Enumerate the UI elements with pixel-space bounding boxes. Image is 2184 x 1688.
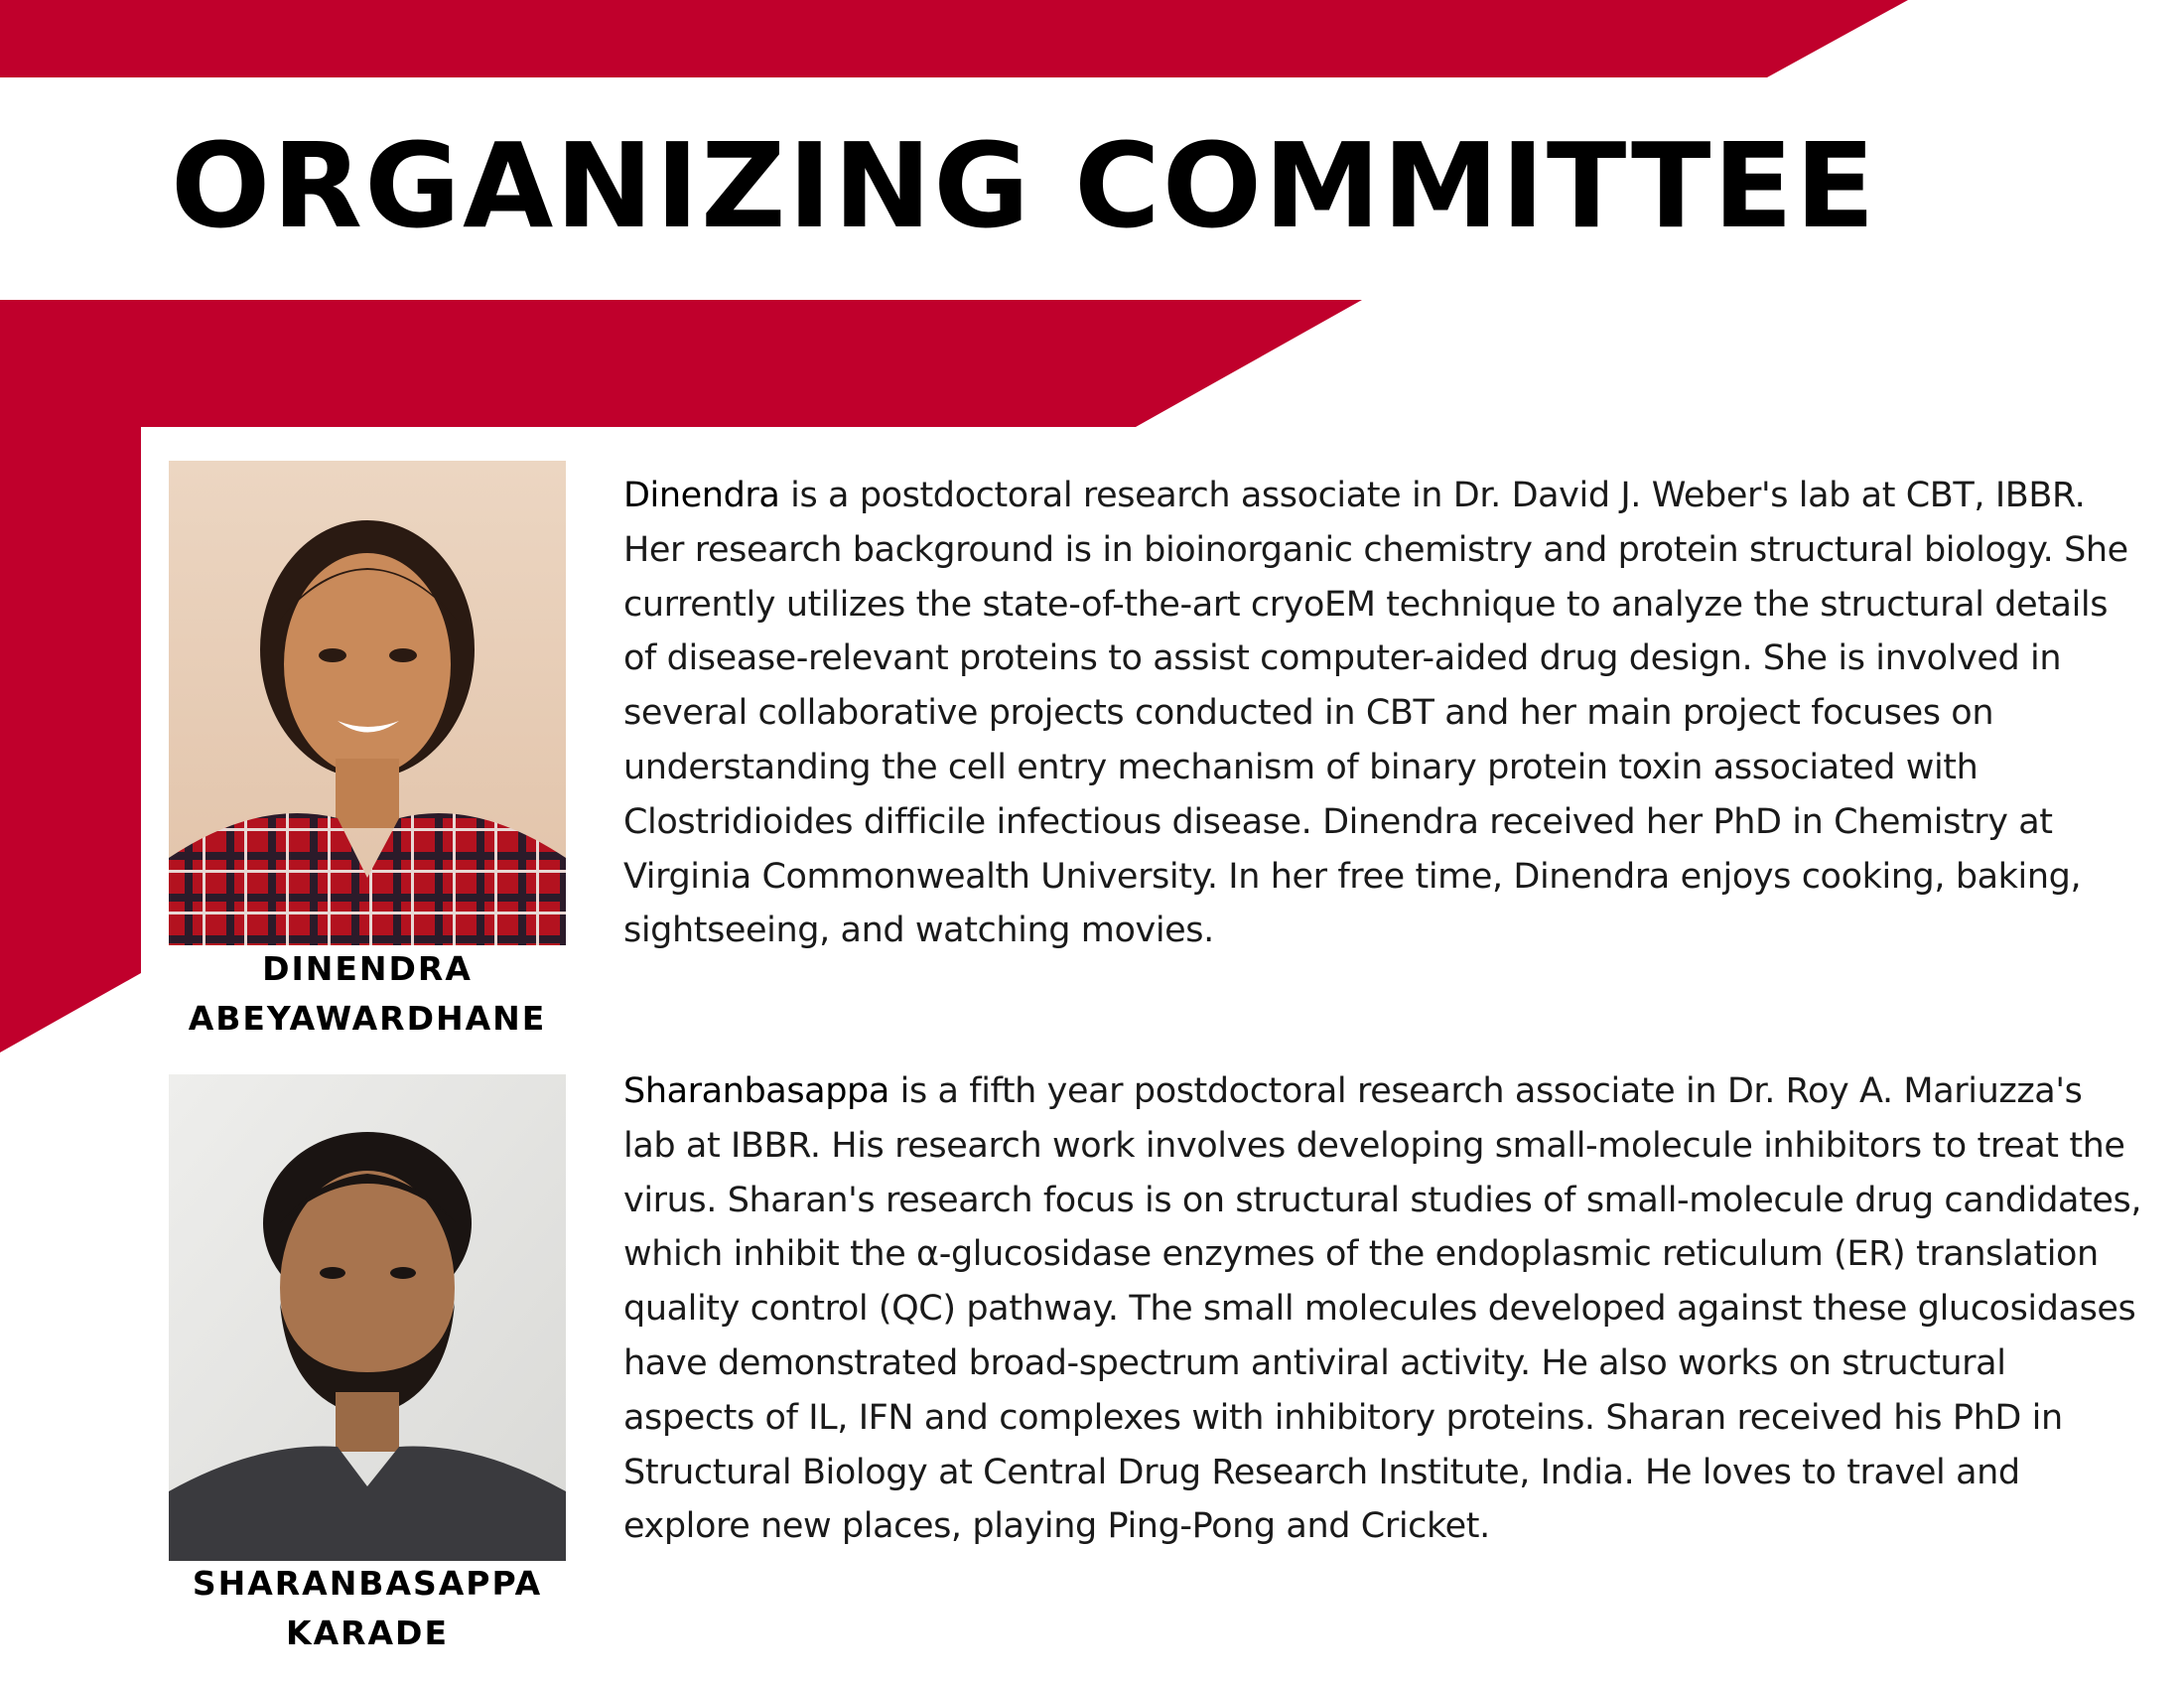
bio-text: is a postdoctoral research associate in Dr. David J. Weber's lab at CBT, IBBR. Her research background is in bioinorganic chemistry and protein structural biology. She currently utilizes the state-of-the-art cryoEM technique to analyze the structural details of disease-relevant proteins to assist computer-aided drug design. She is involved in several collaborative projects conducted in CBT and her main project focuses on understanding the cell entry mechanism of binary protein toxin associated with Clostridioides difficile infectious disease. Dinendra received her PhD in Chemistry at Virginia Commonwealth University. In her free time, Dinendra enjoys cooking, baking, sightseeing, and watching movies. xyxy=(623,476,2128,951)
member-name-sharanbasappa xyxy=(159,1559,576,1658)
member-name-line2: KARADE xyxy=(286,1614,449,1652)
member-name-line2: ABEYAWARDHANE xyxy=(188,999,547,1038)
member-bio-dinendra xyxy=(623,469,2142,958)
portrait-photo-man xyxy=(169,1074,566,1561)
member-name-line1: DINENDRA xyxy=(262,949,473,988)
bio-lead-name: Dinendra xyxy=(623,476,780,515)
member-photo-dinendra xyxy=(169,461,566,945)
member-name-dinendra xyxy=(159,944,576,1044)
bio-lead-name: Sharanbasappa xyxy=(623,1071,889,1111)
member-photo-sharanbasappa xyxy=(169,1074,566,1561)
top-red-stripe xyxy=(0,0,1908,77)
portrait-photo-woman xyxy=(169,461,566,945)
page-title: ORGANIZING COMMITTEE xyxy=(171,117,1877,254)
member-bio-sharanbasappa xyxy=(623,1064,2142,1554)
member-name-line1: SHARANBASAPPA xyxy=(192,1564,543,1603)
bio-text: is a fifth year postdoctoral research associate in Dr. Roy A. Mariuzza's lab at IBBR. His research work involves developing small-molecule inhibitors to treat the virus. Sharan's research focus is on structural studies of small-molecule drug candidates, which inhibit the α-glucosidase enzymes of the endoplasmic reticulum (ER) translation quality control (QC) pathway. The small molecules developed against these glucosidases have demonstrated broad-spectrum antiviral activity. He also works on structural aspects of IL, IFN and complexes with inhibitory proteins. Sharan received his PhD in Structural Biology at Central Drug Research Institute, India. He loves to travel and explore new places, playing Ping-Pong and Cricket. xyxy=(623,1071,2142,1547)
